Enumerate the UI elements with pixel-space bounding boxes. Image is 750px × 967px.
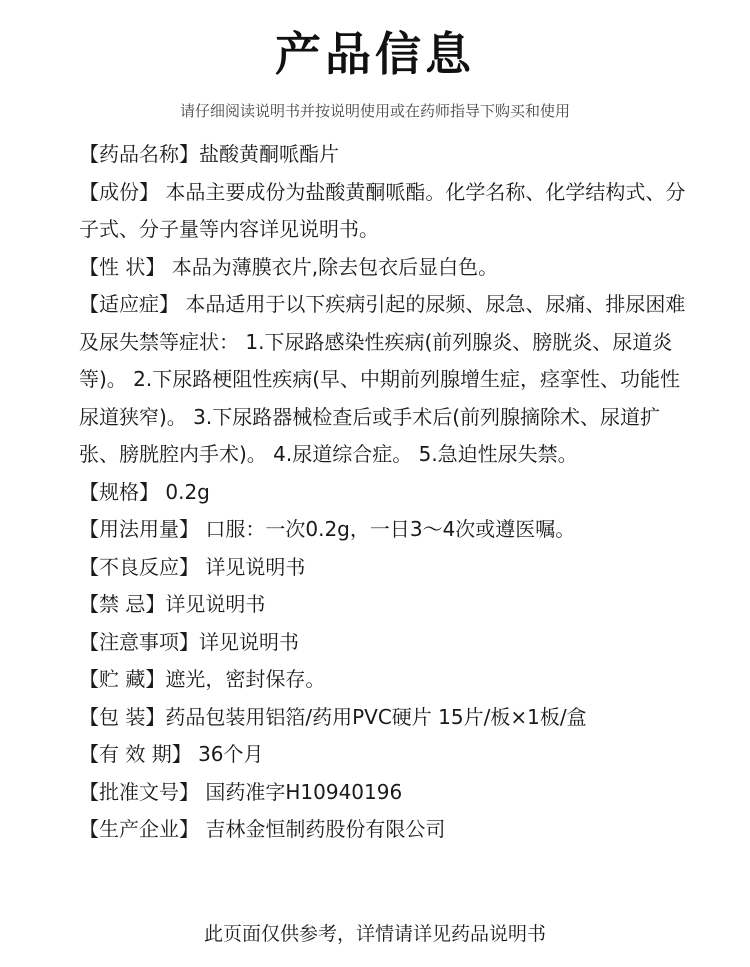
field-value: 盐酸黄酮哌酯片 <box>199 142 339 166</box>
field-approval-number <box>79 774 699 812</box>
field-label: 【适应症】 <box>79 292 179 316</box>
field-contraindications <box>79 586 699 624</box>
field-label: 【用法用量】 <box>79 517 199 541</box>
field-value: 详见说明书 <box>165 592 266 616</box>
field-packaging <box>79 699 699 737</box>
field-dosage <box>79 511 699 549</box>
field-label: 【规格】 <box>79 479 159 504</box>
field-label: 【包 装】 <box>79 704 166 729</box>
field-manufacturer <box>79 811 699 849</box>
field-value: 本品适用于以下疾病引起的尿频、尿急、尿痛、排尿困难及尿失禁等症状： 1.下尿路感染性疾病(前列腺炎、膀胱炎、尿道炎等)。 2.下尿路梗阻性疾病(早、中期前列腺增生症，痉挛性、功能性尿道狭窄)。 3.下尿路器械检查后或手术后(前列腺摘除术、尿道扩张、膀胱腔内手术)。 4.尿道综合症。 5.急迫性尿失禁。 <box>79 292 686 466</box>
field-value: 详见说明书 <box>199 629 299 654</box>
field-ingredients <box>79 174 699 249</box>
field-drug-name <box>79 136 699 174</box>
field-precautions <box>79 624 699 662</box>
field-label: 【贮 藏】 <box>79 667 166 691</box>
field-value: 口服：一次0.2g，一日3～4次或遵医嘱。 <box>205 517 576 541</box>
field-label: 【禁 忌】 <box>79 592 166 616</box>
page-footer-note: 此页面仅供参考，详情请详见药品说明书 <box>203 923 546 945</box>
field-label: 【注意事项】 <box>79 629 199 654</box>
field-value: 药品包装用铝箔/药用PVC硬片 15片/板×1板/盒 <box>165 704 587 729</box>
field-value: 本品主要成份为盐酸黄酮哌酯。化学名称、化学结构式、分子式、分子量等内容详见说明书。 <box>79 179 686 241</box>
field-value: 36个月 <box>198 742 264 766</box>
product-field-list <box>79 136 699 849</box>
field-indications <box>79 286 699 474</box>
field-value: 详见说明书 <box>205 554 306 579</box>
field-storage <box>79 661 699 699</box>
field-label: 【批准文号】 <box>79 779 199 804</box>
field-value: 吉林金恒制药股份有限公司 <box>205 817 446 841</box>
field-specification <box>79 474 699 512</box>
field-adverse-reactions <box>79 549 699 587</box>
field-shelf-life <box>79 736 699 774</box>
page-title: 产品信息 <box>275 27 475 81</box>
field-label: 【生产企业】 <box>79 817 199 841</box>
field-label: 【不良反应】 <box>79 554 199 579</box>
page-subtitle: 请仔细阅读说明书并按说明使用或在药师指导下购买和使用 <box>179 102 570 120</box>
field-label: 【药品名称】 <box>79 142 199 166</box>
field-value: 遮光，密封保存。 <box>165 667 326 691</box>
field-label: 【有 效 期】 <box>79 742 192 766</box>
field-value: 0.2g <box>165 479 210 504</box>
field-value: 本品为薄膜衣片,除去包衣后显白色。 <box>171 254 499 279</box>
field-label: 【性 状】 <box>79 254 166 279</box>
field-label: 【成份】 <box>79 179 159 204</box>
field-appearance <box>79 249 699 287</box>
field-value: 国药准字H10940196 <box>205 779 403 804</box>
